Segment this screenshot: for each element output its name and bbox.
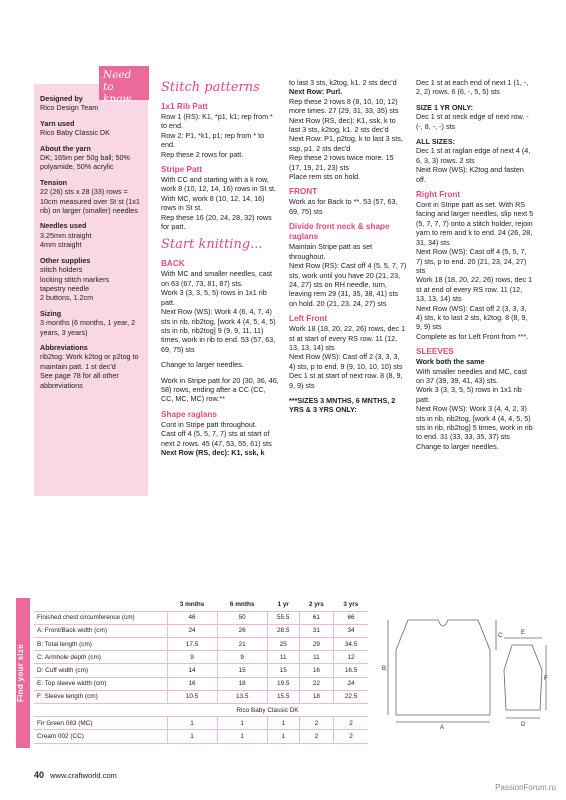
right-step-4: Next Row (WS): Cast off 2 (3, 3, 3, 4) sts, k to last 2 sts, k2tog. 8 (8, 9, 9, 9) sts xyxy=(416,303,528,332)
all-sizes-body: Dec 1 st at raglan edge of next 4 (4, 6, 3, 3) rows. 2 sts xyxy=(416,146,531,165)
table-row xyxy=(34,664,368,677)
c2-text-3: Rep these 2 rows 8 (8, 10, 10, 12) more times. 27 (29, 31, 33, 35) sts xyxy=(289,96,399,116)
table-cell: 2 xyxy=(299,730,333,743)
table-cell: 9 xyxy=(217,651,267,664)
table-cell: Fir Green 083 (MC) xyxy=(34,717,167,730)
column-2 xyxy=(289,78,407,415)
table-cell: 16 xyxy=(167,677,217,690)
table-cell: 2 xyxy=(334,730,368,743)
table-cell: 2 xyxy=(299,717,333,730)
sb-head-1: Yarn used xyxy=(40,118,75,128)
table-row xyxy=(34,611,368,624)
rib-repeat: Rep these 2 rows for patt. xyxy=(161,149,244,159)
c2-text-7: Place rem sts on hold. xyxy=(289,172,361,182)
table-cell: 46 xyxy=(167,611,217,624)
sb-body-4: 3.25mm straight 4mm straight xyxy=(40,230,92,250)
sb-head-0: Designed by xyxy=(40,94,83,103)
table-header: 3 mnths xyxy=(167,598,217,611)
garment-schematic xyxy=(380,610,550,730)
site-url: www.craftworld.com xyxy=(50,771,117,780)
right-step-2: Next Row (WS): Cast off 4 (5, 5, 7, 7) sts, p to end. 20 (21, 23, 24, 27) sts xyxy=(416,247,527,275)
sb-head-5: Other supplies xyxy=(40,255,91,265)
sb-body-3: 22 (26) sts x 28 (33) rows = 10cm measured over St st (1x1 rib) on larger (smaller) needles xyxy=(40,187,140,216)
table-cell: 1 xyxy=(217,717,267,730)
table-header: 6 mnths xyxy=(217,598,267,611)
table-cell: 1 xyxy=(267,717,299,730)
right-front-title: Right Front xyxy=(416,190,461,200)
back-step-3: Next Row (WS): Work 4 (6, 4, 7, 4) sts in rib, rib2tog, [work 4 (4, 5, 4, 5) sts in rib, rib2tog] 9 (9, 9, 11, 11) times, work in rib to end. 53 (57, 63, 69, 75) sts xyxy=(161,307,276,354)
sb-head-6: Sizing xyxy=(40,308,62,318)
table-cell: 1 xyxy=(267,730,299,743)
back-step-4: Change to larger needles. xyxy=(161,360,244,370)
left-step-4: ***SIZES 3 MNTHS, 6 MNTHS, 2 YRS & 3 YRS ONLY: xyxy=(289,395,396,415)
right-step-5: Complete as for Left Front from ***. xyxy=(416,331,529,341)
sleeve-step-1: With smaller needles and MC, cast on 37 (39, 39, 41, 43) sts. xyxy=(416,366,528,385)
sb-body-7: rib2tog: Work k2tog or p2tog to maintain patt. 1 st dec'd See page 78 for all other abbreviations xyxy=(40,352,139,390)
table-cell: 21 xyxy=(217,638,267,651)
front-title: FRONT xyxy=(289,187,318,197)
table-row xyxy=(34,624,368,637)
table-cell: Cream 002 (CC) xyxy=(34,730,167,743)
sleeve-step-4: Change to larger needles. xyxy=(416,441,499,451)
find-your-size-label: Find your size xyxy=(16,644,25,702)
table-cell: 24 xyxy=(334,677,368,690)
table-header xyxy=(34,598,167,611)
back-step-5: Work in Stripe patt for 20 (30, 36, 46, 58) rows, ending after a CC (CC, CC, MC, MC) row.** xyxy=(161,375,279,404)
back-step-1: With MC and smaller needles, cast on 63 (67, 73, 81, 87) sts. xyxy=(161,269,273,288)
diagram-label-b: B xyxy=(382,666,387,672)
table-cell: C: Armhole depth (cm) xyxy=(34,651,167,664)
c2-text-2: Next Row: Purl. xyxy=(289,87,343,97)
rib-patt-title: 1x1 Rib Patt xyxy=(161,102,208,111)
table-cell: A: Front/Back width (cm) xyxy=(34,624,167,637)
column-1 xyxy=(161,78,279,457)
table-header-row xyxy=(34,598,368,611)
watermark: PassionForum.ru xyxy=(495,783,556,792)
sb-head-3: Tension xyxy=(40,177,68,187)
size-table xyxy=(34,598,368,744)
column-3 xyxy=(416,78,534,451)
table-header: 3 yrs xyxy=(334,598,368,611)
sleeve-outline xyxy=(504,645,542,710)
sleeves-title: SLEEVES xyxy=(416,347,454,357)
table-cell: 12 xyxy=(334,651,368,664)
right-step-3: Work 18 (18, 20, 22, 26) rows, dec 1 st at end of every RS row. 11 (12, 13, 13, 14) sts xyxy=(416,275,533,304)
table-cell: 29 xyxy=(299,638,333,651)
table-cell: 26 xyxy=(217,624,267,637)
table-row xyxy=(34,677,368,690)
sb-body-5: stitch holders locking stitch markers tapestry needle 2 buttons, 1.2cm xyxy=(40,265,110,303)
yarn-header-row xyxy=(34,704,368,717)
diagram-label-c: C xyxy=(498,633,503,639)
table-cell: 11 xyxy=(299,651,333,664)
table-cell: 25 xyxy=(267,638,299,651)
c2-text-1: to last 3 sts, k2tog, k1. 2 sts dec'd xyxy=(289,78,397,87)
page-footer xyxy=(34,770,117,780)
start-knitting-heading: Start knitting... xyxy=(161,237,263,253)
left-step-1: Work 18 (18, 20, 22, 26) rows, dec 1 st at start of every RS row. 11 (12, 13, 13, 14) sts xyxy=(289,324,406,352)
all-sizes-title: ALL SIZES: xyxy=(416,137,456,147)
table-cell: B: Total length (cm) xyxy=(34,638,167,651)
sb-head-4: Needles used xyxy=(40,221,87,231)
table-cell: 24 xyxy=(167,624,217,637)
table-cell: 16 xyxy=(299,664,333,677)
right-step-1: Cont in Stripe patt as set. With RS facing and larger needles, slip next 5 (5, 7, 7, 7) onto a stitch holder, rejoin yarn to rem and k to end. 24 (26, 28, 31, 34) sts xyxy=(416,200,534,247)
c2-text-4: Next Row (RS, dec): K1, ssk, k to last 3 sts, k2tog, k1. 2 sts dec'd xyxy=(289,115,396,135)
table-cell: 34.5 xyxy=(334,638,368,651)
body-outline xyxy=(396,620,490,715)
sb-body-1: Rico Baby Classic DK xyxy=(40,128,110,138)
left-step-2: Next Row (WS): Cast off 2 (3, 3, 3, 4) sts, p to end. 9 (9, 10, 10, 10) sts xyxy=(289,352,403,371)
table-cell: F: Sleeve length (cm) xyxy=(34,690,167,703)
left-step-3: Dec 1 st at start of next row. 8 (8, 9, 9, 9) sts xyxy=(289,371,403,390)
c3-text-1: Dec 1 st at each end of next 1 (1, -, 2, 2) rows. 6 (6, -, 5, 5) sts xyxy=(416,78,529,97)
diagram-label-e: E xyxy=(521,630,526,636)
table-cell: 18 xyxy=(217,677,267,690)
table-cell: 15 xyxy=(217,664,267,677)
divide-step-2: Next Row (RS): Cast off 4 (5, 5, 7, 7) sts, work until you have 20 (21, 23, 24, 27) sts on RH needle, turn, leaving rem 29 (31, 35, 38, 41) sts on hold. 20 (21, 23, 24, 27) sts xyxy=(289,261,407,308)
table-header: 2 yrs xyxy=(299,598,333,611)
sb-head-7: Abbreviations xyxy=(40,342,88,352)
table-row xyxy=(34,651,368,664)
table-cell: 19.5 xyxy=(267,677,299,690)
sb-head-2: About the yarn xyxy=(40,143,91,153)
raglan-step-2: Cast off 4 (5, 5, 7, 7) sts at start of next 2 rows. 45 (47, 53, 55, 61) sts xyxy=(161,429,272,448)
table-cell: 18 xyxy=(299,690,333,703)
table-cell: 55.5 xyxy=(267,611,299,624)
back-step-2: Work 3 (3, 3, 5, 5) rows in 1x1 rib patt. xyxy=(161,288,267,307)
raglan-step-1: Cont in Stripe patt throughout. xyxy=(161,419,257,429)
diagram-label-f: F xyxy=(544,676,548,682)
table-cell: 66 xyxy=(334,611,368,624)
table-cell xyxy=(34,704,167,717)
table-cell: 1 xyxy=(167,730,217,743)
shape-raglans-title: Shape raglans xyxy=(161,409,217,419)
table-cell: 28.5 xyxy=(267,624,299,637)
diagram-label-a: A xyxy=(440,725,445,730)
yarn-header: Rico Baby Classic DK xyxy=(167,704,368,717)
raglan-step-3: Next Row (RS, dec): K1, ssk, k xyxy=(161,447,265,457)
sb-body-0: Rico Design Team xyxy=(40,103,99,113)
sleeves-subtitle: Work both the same xyxy=(416,357,485,367)
rib-row-2: Row 2: P1, *k1, p1; rep from * to end. xyxy=(161,130,265,150)
table-cell: 1 xyxy=(167,717,217,730)
stripe-patt-body: With CC and starting with a k row, work 8 (10, 12, 14, 16) rows in St st. With MC, work 8 (10, 12, 14, 16) rows in St st. Rep these 16 (20, 24, 28, 32) rows for patt. xyxy=(161,175,277,232)
divide-neck-title: Divide front neck & shape raglans xyxy=(289,222,390,242)
front-step-1: Work as for Back to **. 53 (57, 63, 69, 75) sts xyxy=(289,197,398,216)
stitch-patterns-heading: Stitch patterns xyxy=(161,80,260,95)
sb-body-2: DK; 165m per 50g ball; 50% polyamide, 50% acrylic xyxy=(40,153,130,172)
need-to-know-badge: Need to know... xyxy=(99,66,149,100)
table-cell: 16.5 xyxy=(334,664,368,677)
sleeve-step-3: Next Row (WS): Work 3 (4, 4, 2, 3) sts in rib, rib2tog, [work 4 (4, 4, 5, 5) sts in rib, rib2tog] 5 times, work in rib to end. 31 (33, 33, 35, 37) sts xyxy=(416,404,533,442)
c2-text-6: Rep these 2 rows twice more. 15 (17, 19, 21, 23) sts xyxy=(289,153,394,172)
table-cell: 17.5 xyxy=(167,638,217,651)
table-cell: 61 xyxy=(299,611,333,624)
table-cell: 9 xyxy=(167,651,217,664)
c2-text-5: Next Row: P1, p2tog, k to last 3 sts, ssp, p1. 2 sts dec'd xyxy=(289,134,403,153)
table-cell: 13.5 xyxy=(217,690,267,703)
size-1yr-body: Dec 1 st at neck edge of next row. - (-, 8, -, -) sts xyxy=(416,112,529,131)
table-cell: E: Top sleeve width (cm) xyxy=(34,677,167,690)
table-cell: 1 xyxy=(217,730,267,743)
table-cell: D: Cuff width (cm) xyxy=(34,664,167,677)
table-row xyxy=(34,638,368,651)
size-1yr-title: SIZE 1 YR ONLY: xyxy=(416,102,473,112)
back-title: BACK xyxy=(161,259,185,269)
table-cell: 2 xyxy=(334,717,368,730)
stripe-patt-title: Stripe Patt xyxy=(161,165,202,175)
table-cell: 22.5 xyxy=(334,690,368,703)
table-row xyxy=(34,690,368,703)
table-cell: 10.5 xyxy=(167,690,217,703)
page-number: 40 xyxy=(34,770,45,780)
table-cell: 14 xyxy=(167,664,217,677)
rib-row-1: Row 1 (RS): K1, *p1, k1; rep from * to end. xyxy=(161,112,273,131)
table-row xyxy=(34,730,368,743)
table-cell: 11 xyxy=(267,651,299,664)
table-cell: 34 xyxy=(334,624,368,637)
sb-body-6: 3 months (6 months, 1 year, 2 years, 3 years) xyxy=(40,318,136,337)
table-cell: 31 xyxy=(299,624,333,637)
sleeve-step-2: Work 3 (3, 3, 5, 5) rows in 1x1 rib patt. xyxy=(416,385,522,404)
diagram-label-d: D xyxy=(521,722,526,728)
left-front-title: Left Front xyxy=(289,314,328,324)
table-row xyxy=(34,717,368,730)
all-sizes-next: Next Row (WS): K2tog and fasten off. xyxy=(416,165,524,184)
divide-step-1: Maintain Stripe patt as set throughout. xyxy=(289,242,373,261)
table-cell: 50 xyxy=(217,611,267,624)
table-cell: 15 xyxy=(267,664,299,677)
need-to-know-content xyxy=(40,88,146,390)
table-cell: 22 xyxy=(299,677,333,690)
table-header: 1 yr xyxy=(267,598,299,611)
table-cell: Finished chest circumference (cm) xyxy=(34,611,167,624)
table-cell: 15.5 xyxy=(267,690,299,703)
